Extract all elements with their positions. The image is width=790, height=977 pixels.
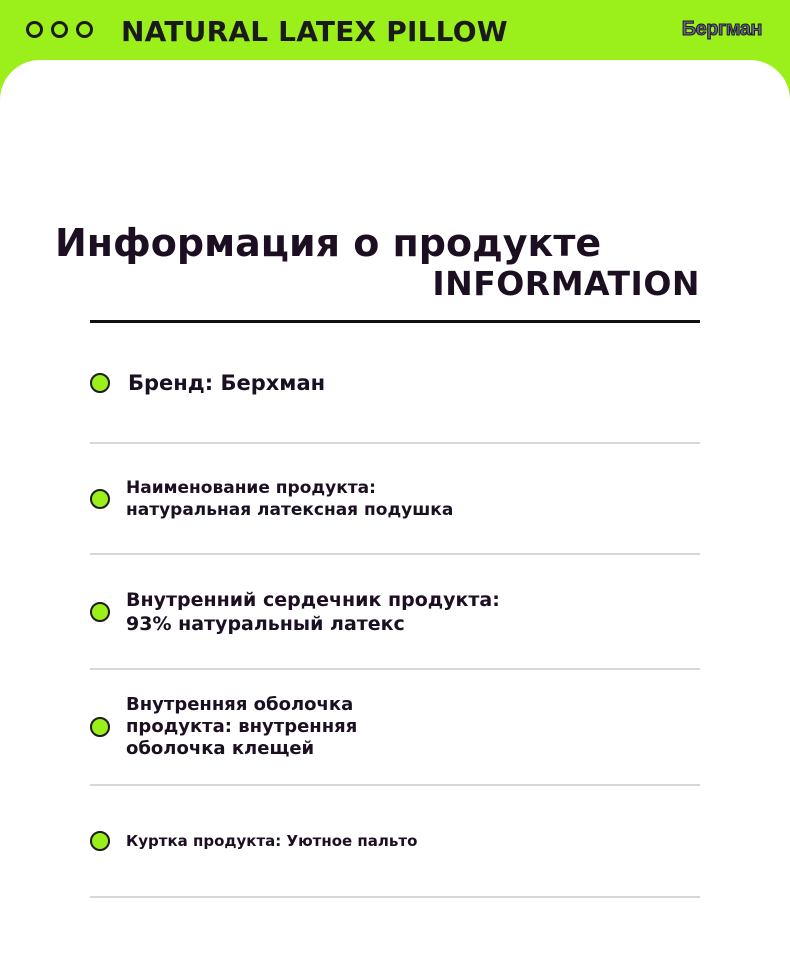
- spec-item-core: [90, 555, 700, 670]
- spec-item-outer-cover: [90, 786, 700, 898]
- bullet-icon: [90, 717, 110, 737]
- header-title: NATURAL LATEX PILLOW: [121, 15, 508, 48]
- bullet-icon: [90, 831, 110, 851]
- spec-item-inner-cover: [90, 670, 700, 786]
- bullet-icon: [90, 373, 110, 393]
- info-card: [0, 60, 790, 977]
- brand-logo: Бергман: [681, 18, 762, 40]
- spec-text: Наименование продукта: натуральная латексная подушка: [126, 477, 454, 520]
- spec-item-brand: [90, 323, 700, 444]
- header-bar: [0, 0, 790, 62]
- bullet-icon: [90, 489, 110, 509]
- spec-text: Внутренняя оболочка продукта: внутренняя оболочка клещей: [126, 694, 358, 759]
- dot-icon: [76, 21, 93, 38]
- section-title-en: INFORMATION: [432, 264, 700, 303]
- section-title: Информация о продукте: [55, 221, 602, 265]
- dot-icon: [51, 21, 68, 38]
- window-dots: [26, 21, 93, 38]
- spec-item-product-name: [90, 444, 700, 555]
- dot-icon: [26, 21, 43, 38]
- spec-text: Внутренний сердечник продукта: 93% натуральный латекс: [126, 588, 500, 635]
- spec-text: Куртка продукта: Уютное пальто: [126, 832, 418, 850]
- spec-list: [90, 323, 700, 898]
- spec-text: Бренд: Берхман: [128, 370, 326, 395]
- bullet-icon: [90, 602, 110, 622]
